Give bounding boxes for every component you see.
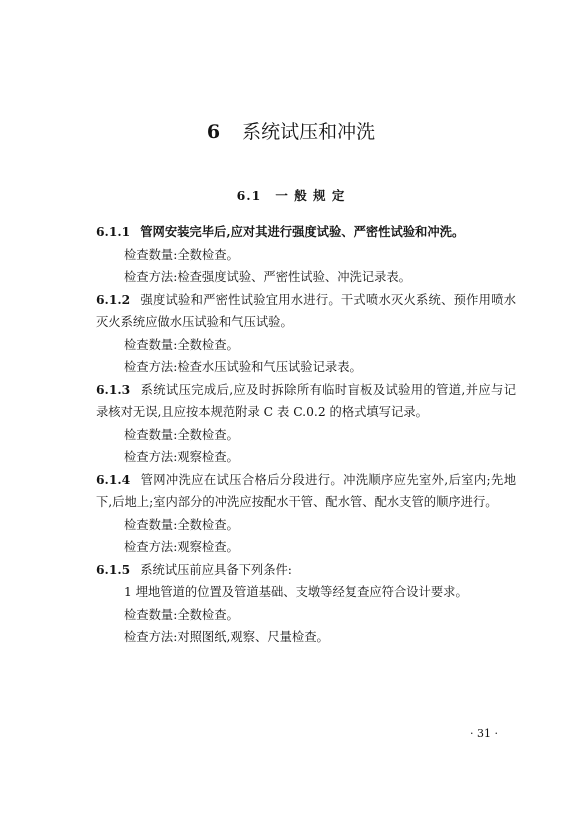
- clause-6-1-1: [96, 221, 516, 244]
- check-method: 检查方法:检查水压试验和气压试验记录表。: [124, 360, 362, 374]
- clause-number: 6.1.5: [96, 561, 131, 577]
- chapter-number: 6: [206, 121, 221, 143]
- section-number: 6.1: [236, 188, 262, 203]
- check-quantity: 检查数量:全数检查。: [124, 337, 239, 352]
- body-text: [96, 221, 516, 649]
- section-heading: [0, 186, 582, 206]
- check-method: 检查方法:观察检查。: [124, 540, 239, 554]
- list-item: 1 埋地管道的位置及管道基础、支墩等经复查应符合设计要求。: [124, 585, 468, 599]
- check-method: 检查方法:观察检查。: [124, 450, 239, 464]
- clause-6-1-2: [96, 289, 516, 334]
- clause-6-1-5: [96, 559, 516, 582]
- chapter-title: 系统试压和冲洗: [242, 121, 376, 143]
- check-quantity: 检查数量:全数检查。: [124, 607, 239, 622]
- clause-number: 6.1.2: [96, 291, 131, 307]
- section-title: 一 般 规 定: [275, 188, 346, 203]
- check-method: 检查方法:检查强度试验、严密性试验、冲洗记录表。: [124, 270, 411, 284]
- clause-6-1-4: [96, 469, 516, 514]
- check-method: 检查方法:对照图纸,观察、尺量检查。: [124, 630, 329, 644]
- clause-text: 强度试验和严密性试验宜用水进行。干式喷水灭火系统、预作用喷水灭火系统应做水压试验和气压试验。: [96, 292, 516, 329]
- clause-text: 系统试压完成后,应及时拆除所有临时盲板及试验用的管道,并应与记录核对无误,且应按本规范附录 C 表 C.0.2 的格式填写记录。: [96, 382, 516, 419]
- clause-number: 6.1.3: [96, 381, 131, 397]
- clause-number: 6.1.4: [96, 471, 131, 487]
- clause-6-1-3: [96, 379, 516, 424]
- clause-number: 6.1.1: [96, 224, 131, 239]
- clause-text: 管网安装完毕后,应对其进行强度试验、严密性试验和冲洗。: [140, 224, 465, 239]
- check-quantity: 检查数量:全数检查。: [124, 517, 239, 532]
- clause-text: 管网冲洗应在试压合格后分段进行。冲洗顺序应先室外,后室内;先地下,后地上;室内部分的冲洗应按配水干管、配水管、配水支管的顺序进行。: [96, 472, 516, 509]
- check-quantity: 检查数量:全数检查。: [124, 247, 239, 262]
- page-number: · 31 ·: [470, 727, 498, 740]
- clause-text: 系统试压前应具备下列条件:: [140, 562, 292, 577]
- chapter-heading: [0, 118, 582, 146]
- check-quantity: 检查数量:全数检查。: [124, 427, 239, 442]
